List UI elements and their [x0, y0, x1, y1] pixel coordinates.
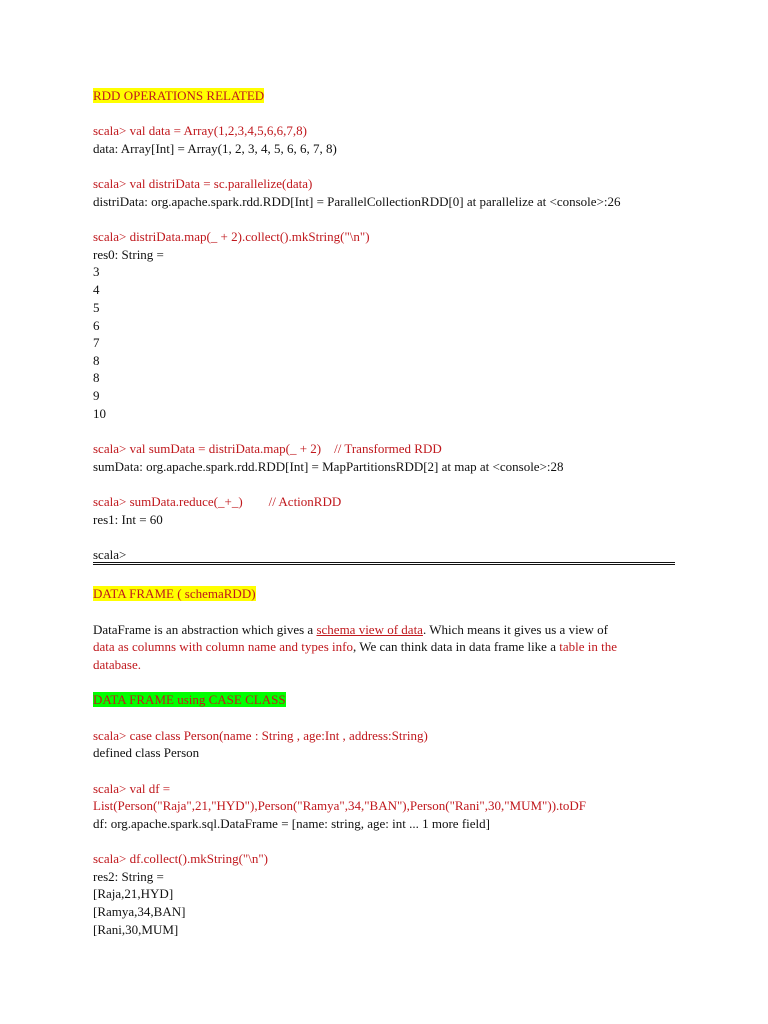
- rdd-heading: RDD OPERATIONS RELATED: [93, 88, 265, 103]
- rdd-out-5: res1: Int = 60: [93, 512, 163, 527]
- rdd-out-1: data: Array[Int] = Array(1, 2, 3, 4, 5, 6, 6, 7, 8): [93, 141, 337, 156]
- result-value: 6: [93, 318, 100, 333]
- case-out-2: df: org.apache.spark.sql.DataFrame = [name: string, age: int ... 1 more field]: [93, 816, 490, 831]
- result-value: 5: [93, 300, 100, 315]
- scala-prompt: scala>: [93, 547, 127, 562]
- rdd-out-2: distriData: org.apache.spark.rdd.RDD[Int] = ParallelCollectionRDD[0] at parallelize at <console>:26: [93, 194, 621, 209]
- rdd-out-4: sumData: org.apache.spark.rdd.RDD[Int] = MapPartitionsRDD[2] at map at <console>:28: [93, 459, 564, 474]
- rdd-cmd-4: scala> val sumData = distriData.map(_ + 2) // Transformed RDD: [93, 441, 442, 456]
- case-cmd-2a: scala> val df =: [93, 781, 171, 796]
- result-row: [Rani,30,MUM]: [93, 922, 179, 937]
- case-cmd-2b: List(Person("Raja",21,"HYD"),Person("Ramya",34,"BAN"),Person("Rani",30,"MUM")).toDF: [93, 798, 586, 813]
- rdd-out-3: res0: String =: [93, 247, 164, 262]
- rdd-cmd-1: scala> val data = Array(1,2,3,4,5,6,6,7,8): [93, 123, 307, 138]
- section-divider: [93, 562, 675, 565]
- case-cmd-1: scala> case class Person(name : String , age:Int , address:String): [93, 728, 428, 743]
- result-value: 10: [93, 406, 106, 421]
- case-cmd-3: scala> df.collect().mkString("\n"): [93, 851, 268, 866]
- dataframe-para-line-1: DataFrame is an abstraction which gives a schema view of data. Which means it gives us a view of: [93, 622, 608, 637]
- case-class-heading: DATA FRAME using CASE CLASS: [93, 692, 286, 707]
- dataframe-para-line-3: database.: [93, 657, 142, 672]
- result-row: [Ramya,34,BAN]: [93, 904, 186, 919]
- dataframe-para-line-2: data as columns with column name and types info, We can think data in data frame like a table in the: [93, 639, 617, 654]
- result-row: [Raja,21,HYD]: [93, 886, 174, 901]
- case-out-1: defined class Person: [93, 745, 200, 760]
- result-value: 8: [93, 370, 100, 385]
- result-value: 3: [93, 264, 100, 279]
- rdd-cmd-3: scala> distriData.map(_ + 2).collect().mkString("\n"): [93, 229, 370, 244]
- result-value: 8: [93, 353, 100, 368]
- result-value: 9: [93, 388, 100, 403]
- result-value: 4: [93, 282, 100, 297]
- dataframe-heading: DATA FRAME ( schemaRDD): [93, 586, 256, 601]
- rdd-cmd-2: scala> val distriData = sc.parallelize(data): [93, 176, 313, 191]
- case-out-3: res2: String =: [93, 869, 164, 884]
- schema-view-link: schema view of data: [316, 622, 423, 637]
- rdd-cmd-5: scala> sumData.reduce(_+_) // ActionRDD: [93, 494, 342, 509]
- result-value: 7: [93, 335, 100, 350]
